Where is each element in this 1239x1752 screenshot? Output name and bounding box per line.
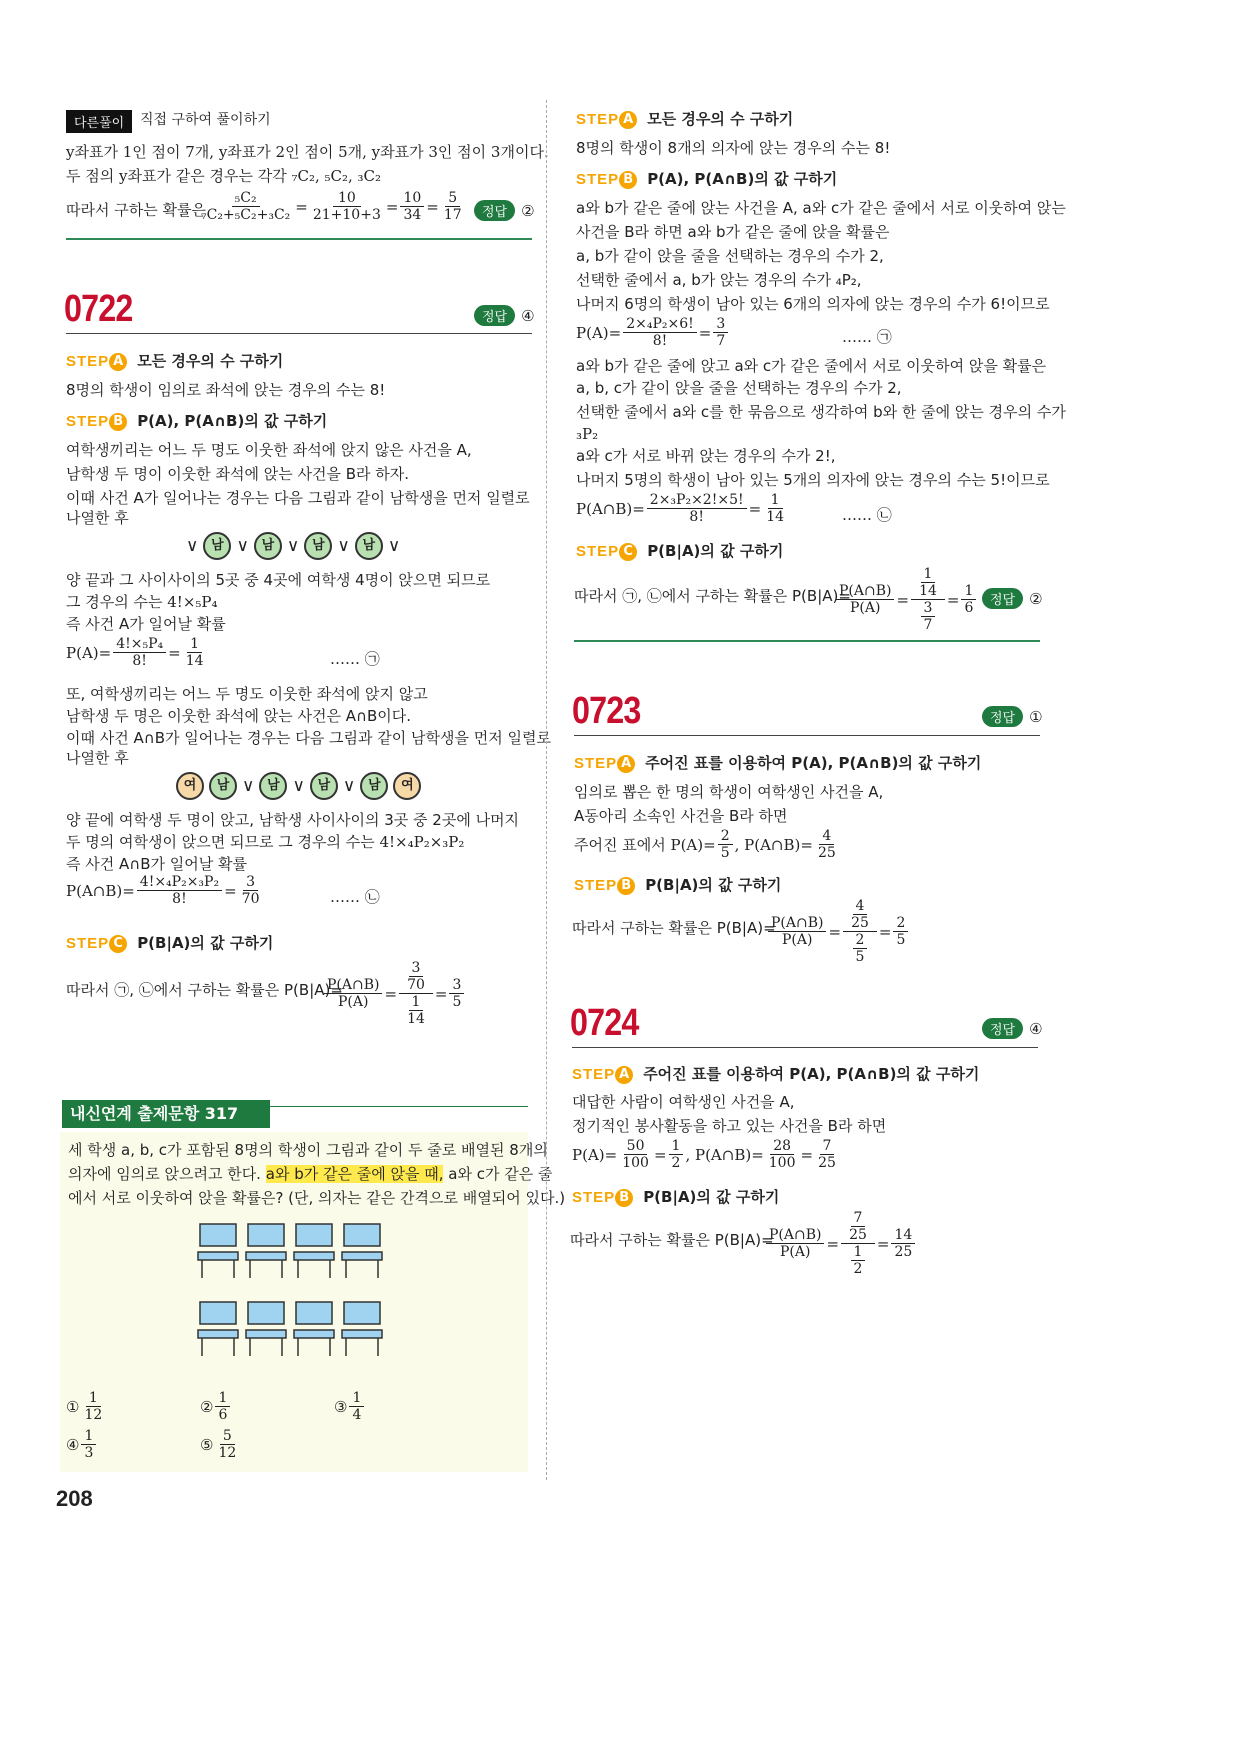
problem-highlight: a와 b가 같은 줄에 앉을 때, (265, 1165, 444, 1183)
chairs-diagram (190, 1220, 390, 1370)
q0722-b-line-1: 여학생끼리는 어느 두 명도 이웃한 좌석에 앉지 않은 사건을 A, (66, 441, 472, 459)
seat-male: 남 (209, 772, 237, 800)
q0722-pa-equation: P(A)= $\frac{\text{4!×₅P₄}}{8!}$ = $\frac{1}{14}$ (66, 636, 204, 669)
q0722-step-a: STEP A 모든 경우의 수 구하기 (66, 352, 284, 370)
chair-icon (198, 1302, 238, 1356)
q0724-a-equation: P(A)= $\frac{50}{100}$ = $\frac{1}{2}$ , P(A∩B)= $\frac{28}{100}$ = $\frac{7}{25}$ (572, 1138, 836, 1171)
choice-3[interactable]: ③ $\frac{1}{4}$ (334, 1390, 366, 1423)
q0723-b-text: 따라서 구하는 확률은 P(B|A)= (572, 919, 776, 937)
top-b-line-3: a, b가 같이 앉을 줄을 선택하는 경우의 수가 2, (576, 247, 884, 265)
top-b2-line-4: ₃P₂ (576, 425, 599, 443)
q0723-step-b: STEP B P(B|A)의 값 구하기 (574, 876, 782, 894)
choice-5[interactable]: ⑤ $\frac{5}{12}$ (200, 1428, 237, 1461)
problem-line-3: 에서 서로 이웃하여 앉을 확률은? (단, 의자는 같은 간격으로 배열되어 있다.) (68, 1189, 566, 1207)
q0724-b-fraction: $\frac{P(A\cap B)}{P(A)}$ = $\frac{\frac{7}{25}}{\frac{1}{2}}$ = $\frac{14}{25}$ (764, 1210, 917, 1277)
top-step-b: STEP B P(A), P(A∩B)의 값 구하기 (576, 170, 838, 188)
question-number-0723: 0723 (572, 690, 641, 732)
top-b2-line-6: 나머지 5명의 학생이 남아 있는 5개의 의자에 앉는 경우의 수는 5!이므로 (576, 471, 1050, 489)
seat-male: 남 (254, 532, 282, 560)
q0722-b2-line-2: 그 경우의 수는 4!×₅P₄ (66, 593, 218, 611)
seat-male: 남 (259, 772, 287, 800)
problem-line-2: 의자에 임의로 앉으려고 한다. a와 b가 같은 줄에 앉을 때, a와 c가 같은 줄 (68, 1165, 553, 1183)
top-mark-2: …… ㉡ (842, 506, 892, 524)
alt-solution-tag: 다른풀이 (66, 110, 132, 133)
top-b-line-4: 선택한 줄에서 a, b가 앉는 경우의 수가 ₄P₂, (576, 271, 862, 289)
q0723-a-equation: 주어진 표에서 P(A)= $\frac{2}{5}$ , P(A∩B)= $\frac{4}{25}$ (574, 828, 836, 861)
problem-line-1: 세 학생 a, b, c가 포함된 8명의 학생이 그림과 같이 두 줄로 배열된 8개의 (68, 1141, 548, 1159)
seat-diagram-1: ∨ 남 ∨ 남 ∨ 남 ∨ 남 ∨ (186, 532, 400, 560)
top-b-line-1: a와 b가 같은 줄에 앉는 사건을 A, a와 c가 같은 줄에서 서로 이웃하여 앉는 (576, 199, 1066, 217)
top-b2-line-2: a, b, c가 같이 앉을 줄을 선택하는 경우의 수가 2, (576, 379, 902, 397)
chair-icon (246, 1224, 286, 1278)
seat-female: 여 (393, 772, 421, 800)
q0722-b2-line-3: 즉 사건 A가 일어날 확률 (66, 615, 226, 633)
q0724-a-line-1: 대답한 사람이 여학생인 사건을 A, (572, 1093, 795, 1111)
q0723-divider (574, 735, 1040, 736)
question-number-0722: 0722 (64, 288, 133, 330)
seat-diagram-2: 여 남 ∨ 남 ∨ 남 ∨ 남 여 (176, 772, 421, 800)
top-mark-1: …… ㉠ (842, 328, 892, 346)
q0723-a-line-2: A동아리 소속인 사건을 B라 하면 (574, 807, 788, 825)
q0724-a-line-2: 정기적인 봉사활동을 하고 있는 사건을 B라 하면 (572, 1117, 887, 1135)
alt-line-1: y좌표가 1인 점이 7개, y좌표가 2인 점이 5개, y좌표가 3인 점이 3개이다. (66, 143, 549, 161)
choice-1[interactable]: ① $\frac{1}{12}$ (66, 1390, 103, 1423)
q0722-step-c-text: 따라서 ㉠, ㉡에서 구하는 확률은 P(B|A)= (66, 981, 343, 999)
q0722-step-a-text: 8명의 학생이 임의로 좌석에 앉는 경우의 수는 8! (66, 381, 386, 399)
top-pab-equation: P(A∩B)= $\frac{\text{2×₃P₂×2!×5!}}{8!}$ = $\frac{1}{14}$ (576, 492, 785, 525)
q0722-b3-line-4: 나열한 후 (66, 749, 129, 767)
q0722-mark-1: …… ㉠ (330, 650, 380, 668)
q0723-step-a: STEP A 주어진 표를 이용하여 P(A), P(A∩B)의 값 구하기 (574, 754, 982, 772)
q0722-b3-line-1: 또, 여학생끼리는 어느 두 명도 이웃한 좌석에 앉지 않고 (66, 685, 428, 703)
q0722-b4-line-2: 두 명의 여학생이 앉으면 되므로 그 경우의 수는 4!×₄P₂×₃P₂ (66, 833, 465, 851)
chair-icon (198, 1224, 238, 1278)
q0722-b4-line-1: 양 끝에 여학생 두 명이 앉고, 남학생 사이사이의 3곳 중 2곳에 나머지 (66, 811, 520, 829)
top-step-c: STEP C P(B|A)의 값 구하기 (576, 542, 784, 560)
q0722-b3-line-2: 남학생 두 명은 이웃한 좌석에 앉는 사건은 A∩B이다. (66, 707, 411, 725)
chair-icon (294, 1302, 334, 1356)
q0724-step-a: STEP A 주어진 표를 이용하여 P(A), P(A∩B)의 값 구하기 (572, 1065, 980, 1083)
question-number-0724: 0724 (570, 1002, 639, 1044)
q0722-step-b: STEP B P(A), P(A∩B)의 값 구하기 (66, 412, 328, 430)
q0724-divider (572, 1047, 1038, 1048)
chair-icon (246, 1302, 286, 1356)
choice-2[interactable]: ② $\frac{1}{6}$ (200, 1390, 232, 1423)
choice-4[interactable]: ④ $\frac{1}{3}$ (66, 1428, 98, 1461)
chair-icon (342, 1224, 382, 1278)
seat-male: 남 (355, 532, 383, 560)
answer-0724: 정답 ④ (982, 1018, 1043, 1039)
alt-line-3: 따라서 구하는 확률은 (66, 201, 206, 219)
column-divider (546, 100, 547, 1480)
q0722-b-line-3: 이때 사건 A가 일어나는 경우는 다음 그림과 같이 남학생을 먼저 일렬로 (66, 489, 530, 507)
alt-divider (66, 238, 532, 240)
q0722-b3-line-3: 이때 사건 A∩B가 일어나는 경우는 다음 그림과 같이 남학생을 먼저 일렬로 (66, 729, 551, 747)
top-b2-line-1: a와 b가 같은 줄에 앉고 a와 c가 같은 줄에서 서로 이웃하여 앉을 확률은 (576, 357, 1047, 375)
seat-male: 남 (304, 532, 332, 560)
alt-answer: 정답 ② (474, 200, 535, 221)
top-b2-line-5: a와 c가 서로 바뀌 앉는 경우의 수가 2!, (576, 447, 836, 465)
q0724-step-b: STEP B P(B|A)의 값 구하기 (572, 1188, 780, 1206)
seat-male: 남 (360, 772, 388, 800)
q0724-b-text: 따라서 구하는 확률은 P(B|A)= (570, 1231, 774, 1249)
answer-0722: 정답 ④ (474, 305, 535, 326)
top-b-line-5: 나머지 6명의 학생이 남아 있는 6개의 의자에 앉는 경우의 수가 6!이므로 (576, 295, 1050, 313)
page-number: 208 (56, 1486, 93, 1511)
q0722-b-line-4: 나열한 후 (66, 509, 129, 527)
q0722-b4-line-3: 즉 사건 A∩B가 일어날 확률 (66, 855, 248, 873)
q0722-divider (66, 333, 532, 334)
seat-male: 남 (310, 772, 338, 800)
top-answer: 정답 ② (982, 588, 1043, 609)
top-step-a-text: 8명의 학생이 8개의 의자에 앉는 경우의 수는 8! (576, 139, 891, 157)
top-step-c-text: 따라서 ㉠, ㉡에서 구하는 확률은 P(B|A)= (574, 587, 851, 605)
chair-icon (294, 1224, 334, 1278)
q0722-step-c: STEP C P(B|A)의 값 구하기 (66, 934, 274, 952)
seat-female: 여 (176, 772, 204, 800)
q0723-b-fraction: $\frac{P(A\cap B)}{P(A)}$ = $\frac{\frac{4}{25}}{\frac{2}{5}}$ = $\frac{2}{5}$ (766, 898, 910, 965)
alt-fraction-chain: $\frac{\text{₅C₂}}{\text{₇C₂+₅C₂+₃C₂}}$ = $\frac{10}{21+10+3}$ = $\frac{10}{34}$ = $\frac{5}{17}$ (201, 190, 462, 223)
answer-0723: 정답 ① (982, 706, 1043, 727)
q0722-b-line-2: 남학생 두 명이 이웃한 좌석에 앉는 사건을 B라 하자. (66, 465, 410, 483)
alt-line-2: 두 점의 y좌표가 같은 경우는 각각 ₇C₂, ₅C₂, ₃C₂ (66, 167, 382, 185)
q0722-step-c-fraction: $\frac{P(A\cap B)}{P(A)}$ = $\frac{\frac{3}{70}}{\frac{1}{14}}$ = $\frac{3}{5}$ (322, 960, 466, 1027)
chair-icon (342, 1302, 382, 1356)
top-step-a: STEP A 모든 경우의 수 구하기 (576, 110, 794, 128)
top-divider (574, 640, 1040, 642)
problem-header: 내신연계 출제문항 317 (62, 1100, 527, 1130)
alt-solution-title: 직접 구하여 풀이하기 (140, 112, 271, 128)
q0722-b2-line-1: 양 끝과 그 사이사이의 5곳 중 4곳에 여학생 4명이 앉으면 되므로 (66, 571, 491, 589)
top-b2-line-3: 선택한 줄에서 a와 c를 한 묶음으로 생각하여 b와 한 줄에 앉는 경우의 수가 (576, 403, 1066, 421)
q0723-a-line-1: 임의로 뽑은 한 명의 학생이 여학생인 사건을 A, (574, 783, 884, 801)
q0722-pab-equation: P(A∩B)= $\frac{\text{4!×₄P₂×₃P₂}}{8!}$ = $\frac{3}{70}$ (66, 874, 260, 907)
top-pa-equation: P(A)= $\frac{\text{2×₄P₂×6!}}{8!}$ = $\frac{3}{7}$ (576, 316, 730, 349)
q0722-mark-2: …… ㉡ (330, 888, 380, 906)
top-step-c-fraction: $\frac{P(A\cap B)}{P(A)}$ = $\frac{\frac{1}{14}}{\frac{3}{7}}$ = $\frac{1}{6}$ (834, 566, 978, 633)
top-b-line-2: 사건을 B라 하면 a와 b가 같은 줄에 앉을 확률은 (576, 223, 890, 241)
seat-male: 남 (203, 532, 231, 560)
